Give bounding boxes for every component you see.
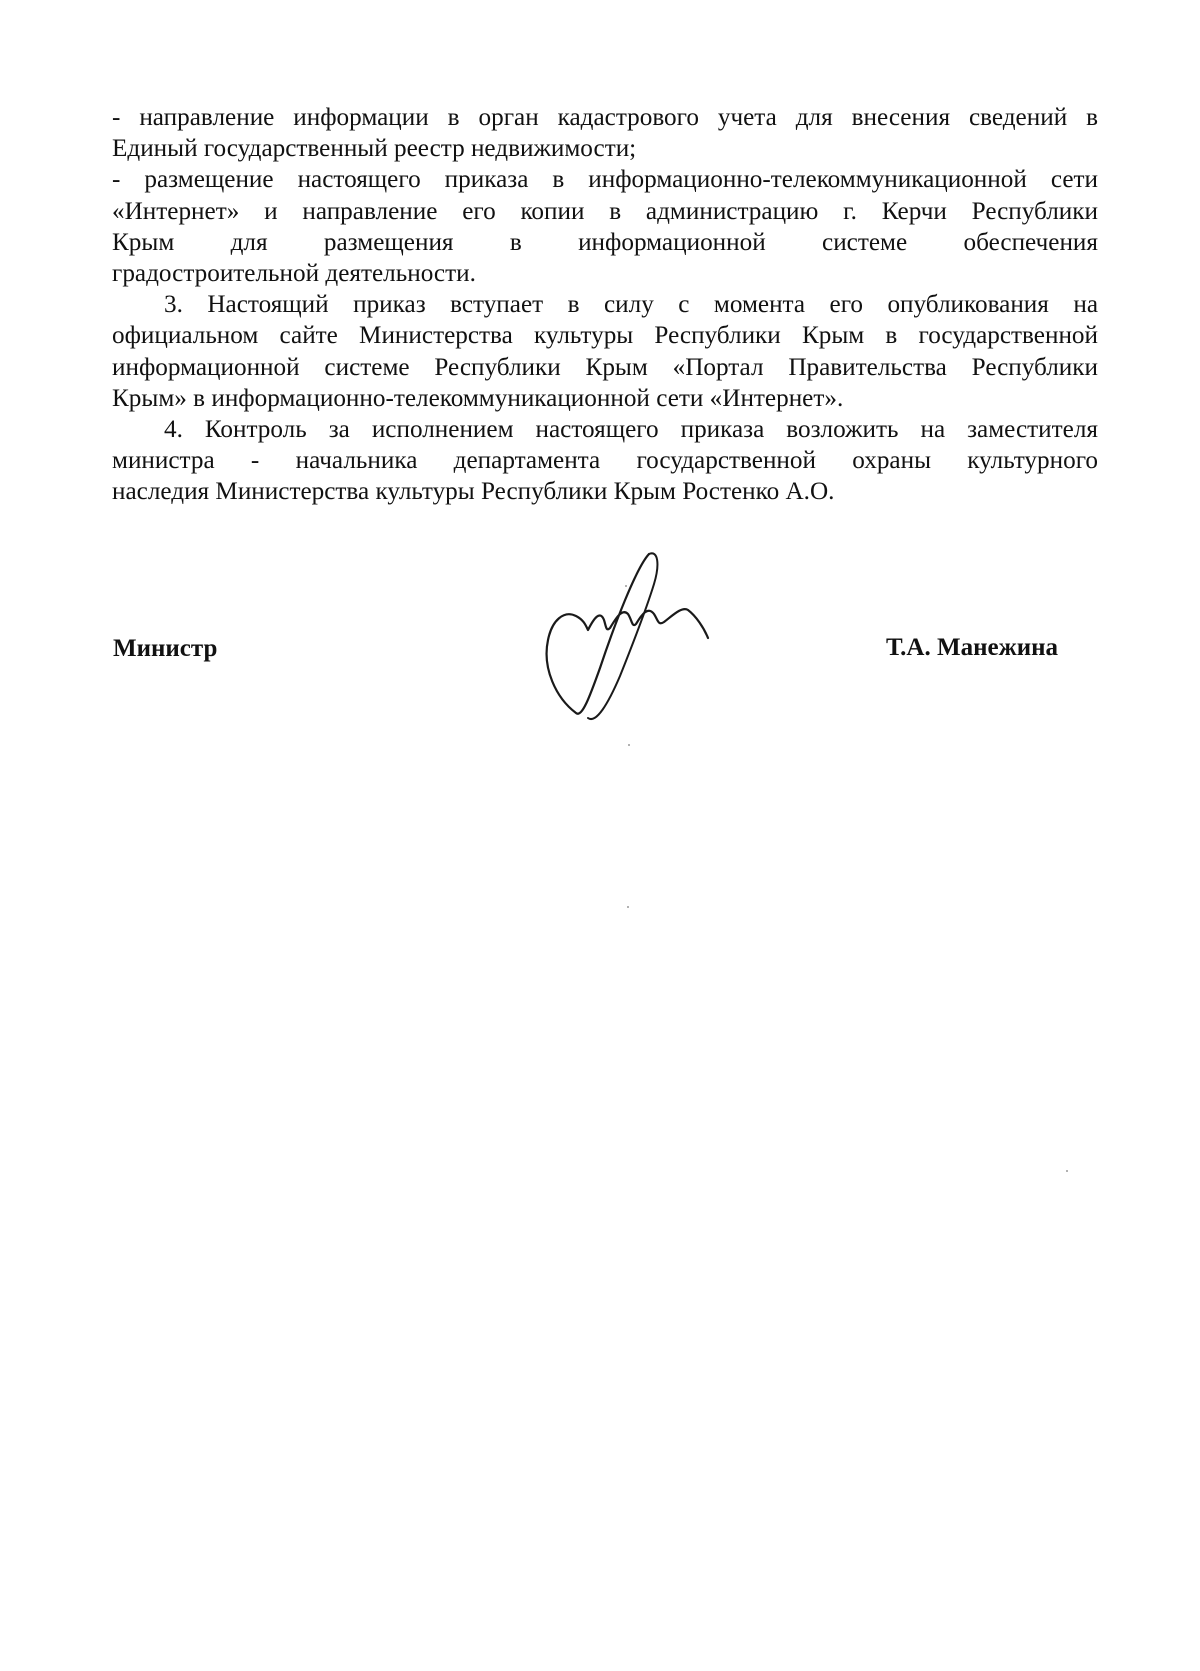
text-line: 3. Настоящий приказ вступает в силу с момента его опубликования на xyxy=(164,291,1098,319)
text-line: официальном сайте Министерства культуры Республики Крым в государственной xyxy=(112,322,1098,350)
signatory-title: Министр xyxy=(113,635,218,662)
text-line: - направление информации в орган кадастрового учета для внесения сведений в xyxy=(112,104,1098,131)
document-body xyxy=(112,102,1098,508)
paragraph-publication-internet xyxy=(112,164,1098,289)
scan-speck xyxy=(1066,1170,1068,1172)
paragraph-cadastral-info xyxy=(112,102,1098,164)
scan-speck xyxy=(627,906,629,908)
text-line: «Интернет» и направление его копии в администрацию г. Керчи Республики xyxy=(112,197,1098,225)
text-line: - размещение настоящего приказа в информационно-телекоммуникационной сети xyxy=(112,166,1098,194)
signatory-name: Т.А. Манежина xyxy=(886,634,1059,661)
paragraph-item-4 xyxy=(112,414,1098,508)
text-line: Единый государственный реестр недвижимости; xyxy=(112,135,637,163)
text-line: 4. Контроль за исполнением настоящего приказа возложить на заместителя xyxy=(164,416,1098,444)
paragraph-item-3 xyxy=(112,289,1098,414)
text-line: информационной системе Республики Крым «Портал Правительства Республики xyxy=(112,353,1098,381)
text-line: министра - начальника департамента государственной охраны культурного xyxy=(112,447,1098,475)
text-line: Крым» в информационно-телекоммуникационной сети «Интернет». xyxy=(112,384,844,412)
text-line: градостроительной деятельности. xyxy=(112,260,476,288)
text-line: Крым для размещения в информационной системе обеспечения xyxy=(112,228,1098,256)
handwritten-signature xyxy=(536,548,746,758)
text-line: наследия Министерства культуры Республики Крым Ростенко А.О. xyxy=(112,478,835,506)
scan-speck xyxy=(625,585,627,587)
scan-speck xyxy=(628,744,630,746)
